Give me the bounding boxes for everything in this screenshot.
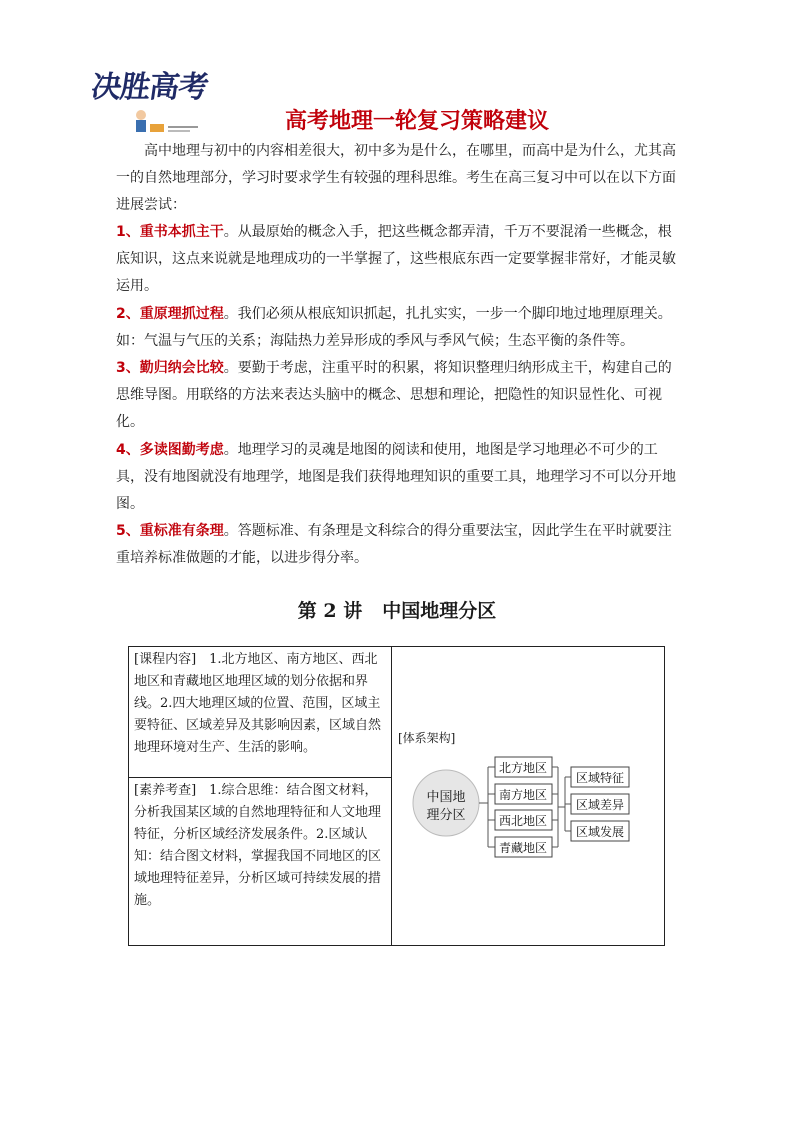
strategy-heading: 5、重标准有条理 <box>116 523 224 540</box>
strategy-text: 。要勤于考虑，注重平时的积累，将知识整理归纳形成主干，构建自己的思维导图。用联络的方法来表达头脑中的概念、思想和理论，把隐性的知识显性化、可视化。 <box>116 360 672 431</box>
strategy-item-5 <box>116 518 682 572</box>
framework-label: [体系架构] <box>398 731 456 745</box>
framework-diagram <box>391 647 664 945</box>
aspect-label: 区域发展 <box>575 825 625 839</box>
strategy-heading: 3、勤归纳会比较 <box>116 360 224 377</box>
strategy-text: 。我们必须从根底知识抓起，扎扎实实，一步一个脚印地过地理原理关。如：气温与气压的关系；海陆热力差异形成的季风与季风气候；生态平衡的条件等。 <box>116 305 672 349</box>
strategy-text: 。从最原始的概念入手，把这些概念都弄清，千万不要混淆一些概念，根底知识，这点来说就是地理成功的一半掌握了，这些根底东西一定要掌握非常好，才能灵敏运用。 <box>116 224 676 295</box>
literacy-text: [素养考查] 1.综合思维：结合图文材料，分析我国某区域的自然地理特征和人文地理特征，分析区域经济发展条件。2.区域认知：结合图文材料，掌握我国不同地区的区域地理特征差异，分析区域可持续发展的措施。 <box>134 783 382 908</box>
region-label: 南方地区 <box>498 788 548 802</box>
section-number: 第 2 讲 <box>297 600 363 622</box>
logo-text: 决胜高考 <box>89 70 210 105</box>
strategy-text: 。地理学习的灵魂是地图的阅读和使用，地图是学习地理必不可少的工具，没有地图就没有地理学，地图是我们获得地理知识的重要工具，地理学习不可以分开地图。 <box>116 441 676 513</box>
strategy-heading: 4、多读图勤考虑 <box>116 441 224 458</box>
section-name: 中国地理分区 <box>382 600 497 622</box>
left-column <box>129 647 392 945</box>
aspect-label: 区域差异 <box>575 798 625 812</box>
overview-table <box>128 646 665 946</box>
strategy-item-4 <box>116 437 682 519</box>
strategy-heading: 2、重原理抓过程 <box>116 305 224 322</box>
strategy-item-2 <box>116 301 682 355</box>
region-label: 西北地区 <box>498 814 548 828</box>
strategy-item-1 <box>116 219 682 301</box>
literacy-cell <box>129 778 391 945</box>
intro-paragraph: 高中地理与初中的内容相差很大，初中多为是什么，在哪里，而高中是为什么，尤其高一的自然地理部分，学习时要求学生有较强的理科思维。考生在高三复习中可以在以下方面进展尝试： <box>116 143 676 214</box>
strategy-heading: 1、重书本抓主干 <box>116 224 224 240</box>
aspect-label: 区域特征 <box>575 771 625 785</box>
center-label-2: 理分区 <box>426 808 466 823</box>
course-content-cell <box>129 647 391 778</box>
course-content-text: [课程内容] 1.北方地区、南方地区、西北地区和青藏地区地理区域的划分依据和界线。2.四大地理区域的位置、范围，区域主要特征、区域差异及其影响因素，区域自然地理环境对生产、生活的影响。 <box>134 652 382 755</box>
section-title <box>0 596 794 623</box>
strategy-list <box>116 219 682 573</box>
center-label-1: 中国地 <box>426 790 466 805</box>
region-label: 青藏地区 <box>498 841 548 855</box>
region-label: 北方地区 <box>498 761 548 775</box>
document-title: 高考地理一轮复习策略建议 <box>284 109 549 134</box>
strategy-item-3 <box>116 355 682 437</box>
strategy-text: 。答题标准、有条理是文科综合的得分重要法宝，因此学生在平时就要注重培养标准做题的才能，以进步得分率。 <box>116 523 672 567</box>
